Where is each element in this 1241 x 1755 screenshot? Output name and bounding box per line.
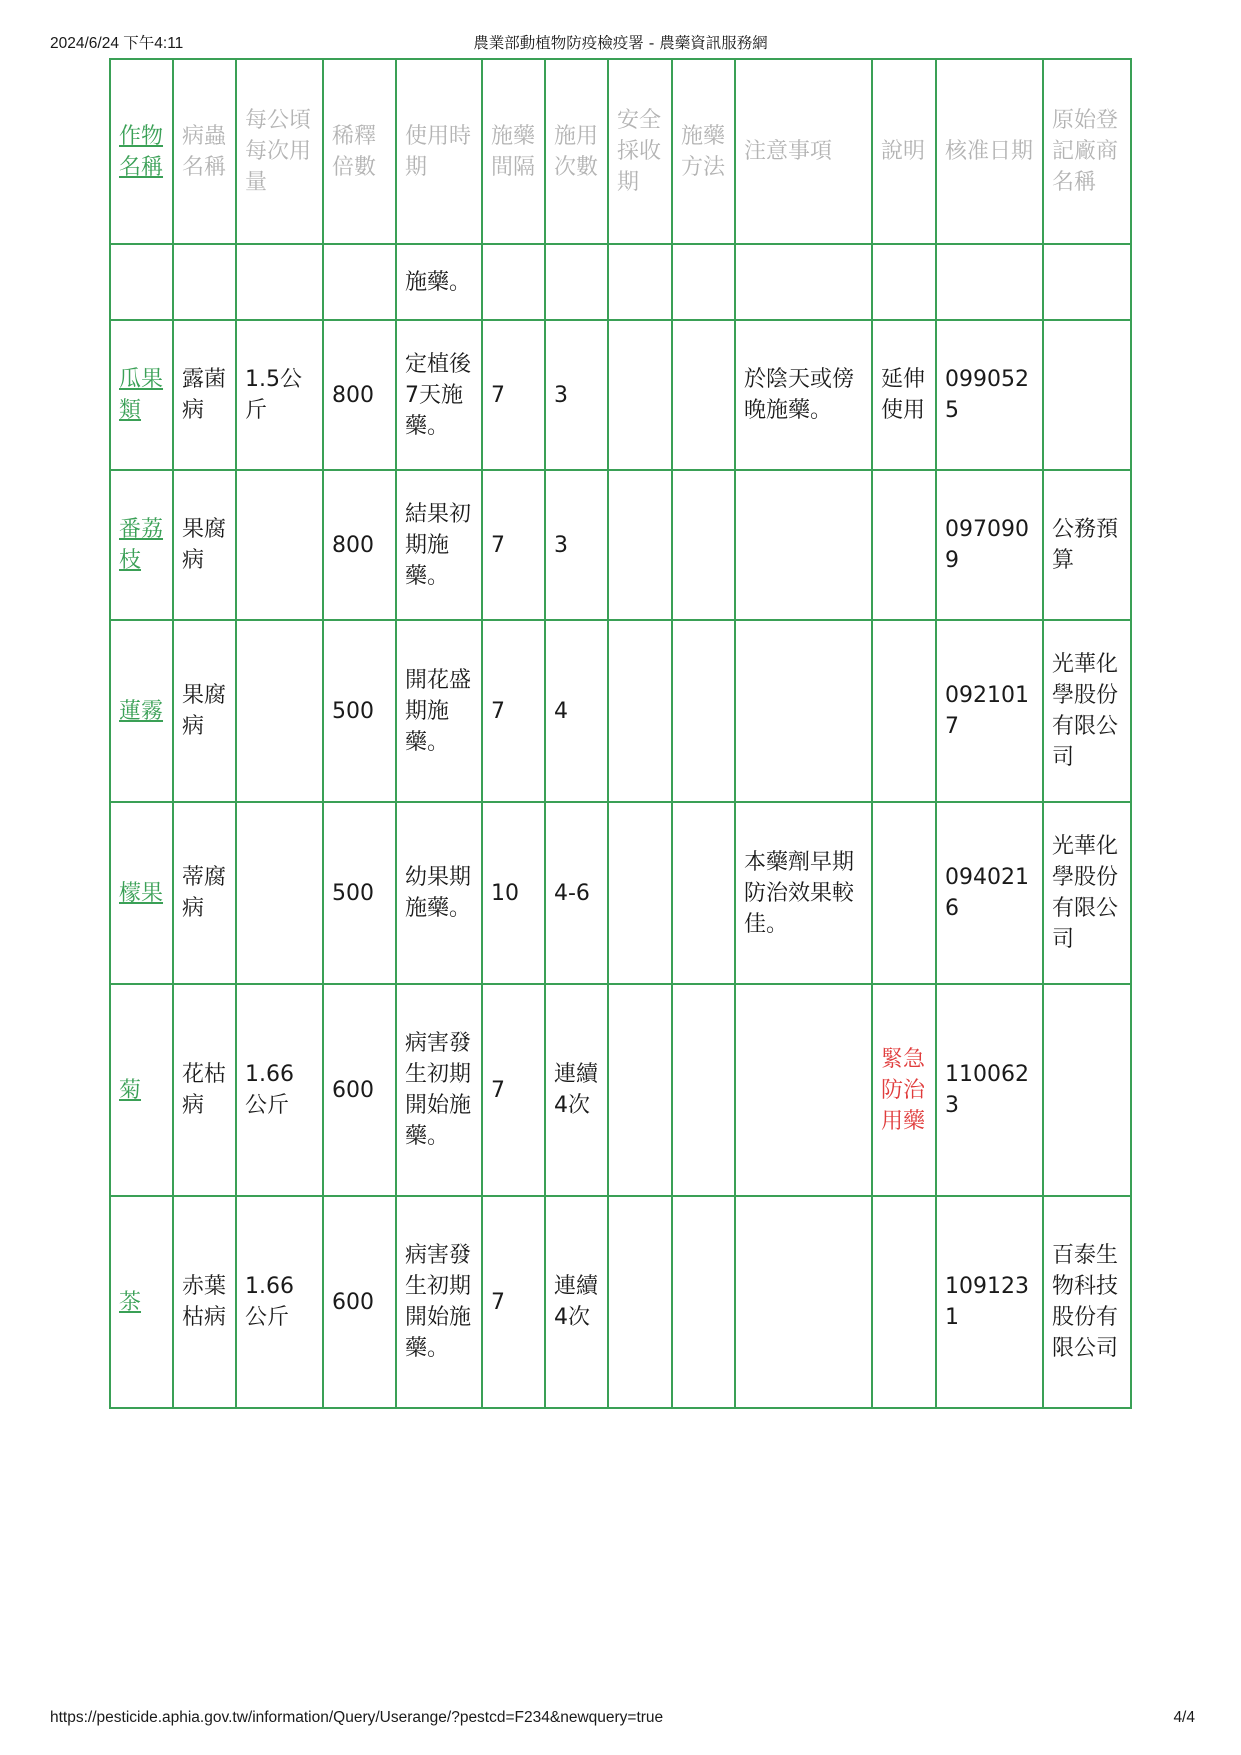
cell-dosage: 1.5公斤 — [236, 320, 323, 470]
header-dosage: 每公頃每次用量 — [236, 59, 323, 244]
header-method: 施藥方法 — [672, 59, 735, 244]
cell-notes — [735, 620, 872, 802]
cell — [608, 244, 672, 320]
cell-phi — [608, 802, 672, 984]
cell-dosage: 1.66公斤 — [236, 1196, 323, 1408]
cell-dilution: 800 — [323, 320, 396, 470]
cell-times: 3 — [545, 320, 608, 470]
cell-dosage — [236, 470, 323, 620]
crop-link[interactable]: 番荔枝 — [119, 517, 164, 573]
cell-crop — [110, 802, 173, 984]
cell — [482, 244, 545, 320]
cell-interval: 7 — [482, 620, 545, 802]
header-interval: 施藥間隔 — [482, 59, 545, 244]
cell-method — [672, 1196, 735, 1408]
cell-pest: 花枯病 — [173, 984, 236, 1196]
header-pest: 病蟲名稱 — [173, 59, 236, 244]
cell-phi — [608, 984, 672, 1196]
cell-notes — [735, 984, 872, 1196]
cell-crop — [110, 620, 173, 802]
cell — [545, 244, 608, 320]
cell-notes: 本藥劑早期防治效果較佳。 — [735, 802, 872, 984]
cell-approval-date: 1100623 — [936, 984, 1043, 1196]
page-url: https://pesticide.aphia.gov.tw/information/Query/Userange/?pestcd=F234&newquery=true — [50, 1709, 664, 1726]
cell-registrant — [1043, 984, 1131, 1196]
cell-registrant: 光華化學股份有限公司 — [1043, 620, 1131, 802]
crop-link[interactable]: 瓜果類 — [119, 367, 164, 423]
cell-dosage — [236, 620, 323, 802]
cell — [1043, 244, 1131, 320]
cell-interval: 7 — [482, 320, 545, 470]
cell-approval-date: 0940216 — [936, 802, 1043, 984]
site-title: 農業部動植物防疫檢疫署 - 農藥資訊服務網 — [473, 34, 768, 52]
cell-times: 連續4次 — [545, 984, 608, 1196]
cell-timing: 病害發生初期開始施藥。 — [396, 984, 482, 1196]
cell-dosage: 1.66公斤 — [236, 984, 323, 1196]
header-times: 施用次數 — [545, 59, 608, 244]
cell — [735, 244, 872, 320]
cell-times: 連續4次 — [545, 1196, 608, 1408]
cell-method — [672, 320, 735, 470]
cell-interval: 7 — [482, 470, 545, 620]
header-notes: 注意事項 — [735, 59, 872, 244]
header-timing: 使用時期 — [396, 59, 482, 244]
cell-remark — [872, 470, 936, 620]
cell-pest: 果腐病 — [173, 470, 236, 620]
cell-method — [672, 470, 735, 620]
cell-interval: 7 — [482, 984, 545, 1196]
cell — [936, 244, 1043, 320]
cell-phi — [608, 470, 672, 620]
cell-crop — [110, 470, 173, 620]
cell-approval-date: 0990525 — [936, 320, 1043, 470]
cell-registrant: 公務預算 — [1043, 470, 1131, 620]
cell-pest: 赤葉枯病 — [173, 1196, 236, 1408]
crop-link[interactable]: 菊 — [119, 1077, 142, 1103]
cell-times: 4-6 — [545, 802, 608, 984]
cell-registrant: 光華化學股份有限公司 — [1043, 802, 1131, 984]
cell-dilution: 500 — [323, 802, 396, 984]
cell-notes: 於陰天或傍晚施藥。 — [735, 320, 872, 470]
cell-notes — [735, 1196, 872, 1408]
cell-dilution: 600 — [323, 1196, 396, 1408]
cell-pest: 露菌病 — [173, 320, 236, 470]
cell — [672, 244, 735, 320]
cell-approval-date: 0970909 — [936, 470, 1043, 620]
cell-timing: 施藥。 — [396, 244, 482, 320]
crop-link[interactable]: 檬果 — [119, 880, 164, 906]
cell-timing: 幼果期施藥。 — [396, 802, 482, 984]
cell-method — [672, 802, 735, 984]
cell — [173, 244, 236, 320]
header-registrant: 原始登記廠商名稱 — [1043, 59, 1131, 244]
cell-remark — [872, 1196, 936, 1408]
cell — [323, 244, 396, 320]
table-row — [110, 984, 1131, 1196]
cell-dilution: 500 — [323, 620, 396, 802]
cell-phi — [608, 320, 672, 470]
cell-interval: 10 — [482, 802, 545, 984]
header-phi: 安全採收期 — [608, 59, 672, 244]
cell-timing: 結果初期施藥。 — [396, 470, 482, 620]
table-row — [110, 620, 1131, 802]
cell-remark-emergency: 緊急防治用藥 — [872, 984, 936, 1196]
table-row-continuation — [110, 244, 1131, 320]
cell — [110, 244, 173, 320]
header-approval-date: 核准日期 — [936, 59, 1043, 244]
cell-timing: 定植後7天施藥。 — [396, 320, 482, 470]
cell-notes — [735, 470, 872, 620]
header-crop[interactable]: 作物名稱 — [110, 59, 173, 244]
cell-remark: 延伸使用 — [872, 320, 936, 470]
cell-times: 4 — [545, 620, 608, 802]
cell-approval-date: 1091231 — [936, 1196, 1043, 1408]
cell-remark — [872, 802, 936, 984]
cell-remark — [872, 620, 936, 802]
header-remark: 說明 — [872, 59, 936, 244]
cell-pest: 蒂腐病 — [173, 802, 236, 984]
print-datetime: 2024/6/24 下午4:11 — [50, 35, 184, 52]
table-row — [110, 802, 1131, 984]
table-row — [110, 320, 1131, 470]
cell-dosage — [236, 802, 323, 984]
cell-times: 3 — [545, 470, 608, 620]
cell-approval-date: 0921017 — [936, 620, 1043, 802]
cell-interval: 7 — [482, 1196, 545, 1408]
page-number: 4/4 — [1173, 1709, 1195, 1726]
cell-registrant: 百泰生物科技股份有限公司 — [1043, 1196, 1131, 1408]
cell-phi — [608, 620, 672, 802]
table-row — [110, 1196, 1131, 1408]
cell-phi — [608, 1196, 672, 1408]
header-dilution: 稀釋倍數 — [323, 59, 396, 244]
cell — [236, 244, 323, 320]
cell-dilution: 600 — [323, 984, 396, 1196]
table-header-row — [110, 59, 1131, 244]
cell-pest: 果腐病 — [173, 620, 236, 802]
table-row — [110, 470, 1131, 620]
pesticide-usage-table — [109, 58, 1132, 1409]
cell-registrant — [1043, 320, 1131, 470]
cell-timing: 病害發生初期開始施藥。 — [396, 1196, 482, 1408]
cell-crop — [110, 320, 173, 470]
cell — [872, 244, 936, 320]
cell-method — [672, 620, 735, 802]
crop-link[interactable]: 茶 — [119, 1289, 142, 1315]
cell-dilution: 800 — [323, 470, 396, 620]
cell-crop — [110, 984, 173, 1196]
cell-crop — [110, 1196, 173, 1408]
cell-timing: 開花盛期施藥。 — [396, 620, 482, 802]
cell-method — [672, 984, 735, 1196]
crop-link[interactable]: 蓮霧 — [119, 698, 164, 724]
